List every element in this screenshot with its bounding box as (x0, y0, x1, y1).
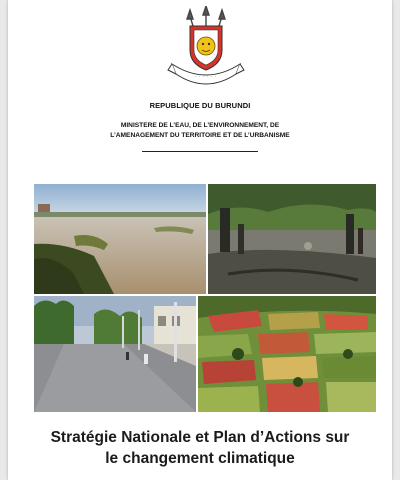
svg-text:· · · · · ·: · · · · · · (195, 74, 217, 79)
document-title-line-2: le changement climatique (105, 450, 295, 467)
ministry-heading (8, 121, 392, 141)
burnt-forest-photo (208, 184, 376, 294)
city-street-photo (34, 296, 196, 412)
ministry-heading-line-1: MINISTERE DE L’EAU, DE L’ENVIRONNEMENT, DE (120, 122, 280, 129)
ministry-heading-line-2: L’AMENAGEMENT DU TERRITOIRE ET DE L’URBANISME (110, 132, 290, 139)
photo-collage (34, 184, 376, 412)
flooded-land-photo (34, 184, 206, 294)
document-cover-page (8, 0, 392, 480)
document-title-line-1: Stratégie Nationale et Plan d’Actions sur (50, 429, 350, 446)
terraced-farmland-photo (198, 296, 376, 412)
header-divider (142, 151, 258, 152)
republic-heading: REPUBLIQUE DU BURUNDI (149, 101, 251, 110)
coat-of-arms-icon (166, 6, 246, 86)
